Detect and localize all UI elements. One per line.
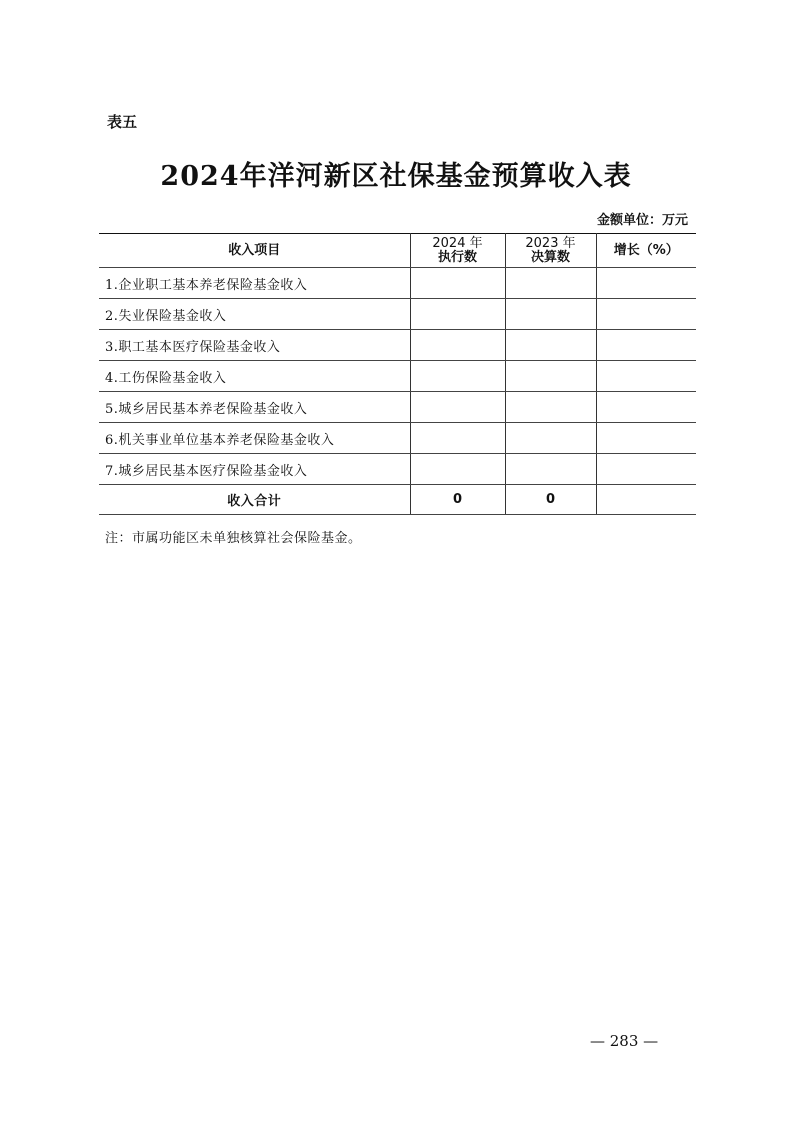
row-2023-value — [505, 454, 596, 485]
table-header-row — [99, 234, 696, 268]
total-label: 收入合计 — [99, 485, 410, 515]
row-2023-value — [505, 392, 596, 423]
row-2023-value — [505, 268, 596, 299]
table-row — [99, 392, 696, 423]
table-row — [99, 330, 696, 361]
total-row — [99, 485, 696, 515]
header-2024-year: 2024 年 — [432, 235, 483, 251]
row-2023-value — [505, 330, 596, 361]
row-item: 4.工伤保险基金收入 — [99, 361, 410, 392]
row-growth — [596, 330, 696, 361]
page-number: — 283 — — [590, 1032, 659, 1050]
row-growth — [596, 454, 696, 485]
total-2024-value: 0 — [410, 485, 505, 515]
row-item: 1.企业职工基本养老保险基金收入 — [99, 268, 410, 299]
row-growth — [596, 423, 696, 454]
page-title: 2024年洋河新区社保基金预算收入表 — [160, 161, 632, 192]
row-2023-value — [505, 361, 596, 392]
row-2024-value — [410, 330, 505, 361]
row-item: 7.城乡居民基本医疗保险基金收入 — [99, 454, 410, 485]
row-growth — [596, 361, 696, 392]
row-item: 2.失业保险基金收入 — [99, 299, 410, 330]
row-growth — [596, 268, 696, 299]
header-2024-sub: 执行数 — [437, 249, 477, 265]
budget-table — [99, 233, 696, 515]
section-label: 表五 — [107, 113, 138, 131]
total-2023-value: 0 — [505, 485, 596, 515]
row-item: 6.机关事业单位基本养老保险基金收入 — [99, 423, 410, 454]
row-item: 3.职工基本医疗保险基金收入 — [99, 330, 410, 361]
header-2023-final — [505, 234, 596, 268]
header-2024-executed — [410, 234, 505, 268]
row-item: 5.城乡居民基本养老保险基金收入 — [99, 392, 410, 423]
footnote: 注：市属功能区未单独核算社会保险基金。 — [105, 531, 362, 546]
row-2024-value — [410, 392, 505, 423]
row-2024-value — [410, 423, 505, 454]
row-2023-value — [505, 299, 596, 330]
row-growth — [596, 392, 696, 423]
row-2023-value — [505, 423, 596, 454]
row-growth — [596, 299, 696, 330]
row-2024-value — [410, 454, 505, 485]
row-2024-value — [410, 361, 505, 392]
header-growth: 增长（%） — [596, 234, 696, 268]
header-2023-year: 2023 年 — [525, 235, 576, 251]
amount-unit: 金额单位：万元 — [596, 213, 688, 228]
header-2023-sub: 决算数 — [530, 249, 570, 265]
row-2024-value — [410, 299, 505, 330]
row-2024-value — [410, 268, 505, 299]
header-item: 收入项目 — [99, 234, 410, 268]
total-growth — [596, 485, 696, 515]
table-row — [99, 361, 696, 392]
table-row — [99, 423, 696, 454]
table-row — [99, 268, 696, 299]
table-row — [99, 299, 696, 330]
table-row — [99, 454, 696, 485]
